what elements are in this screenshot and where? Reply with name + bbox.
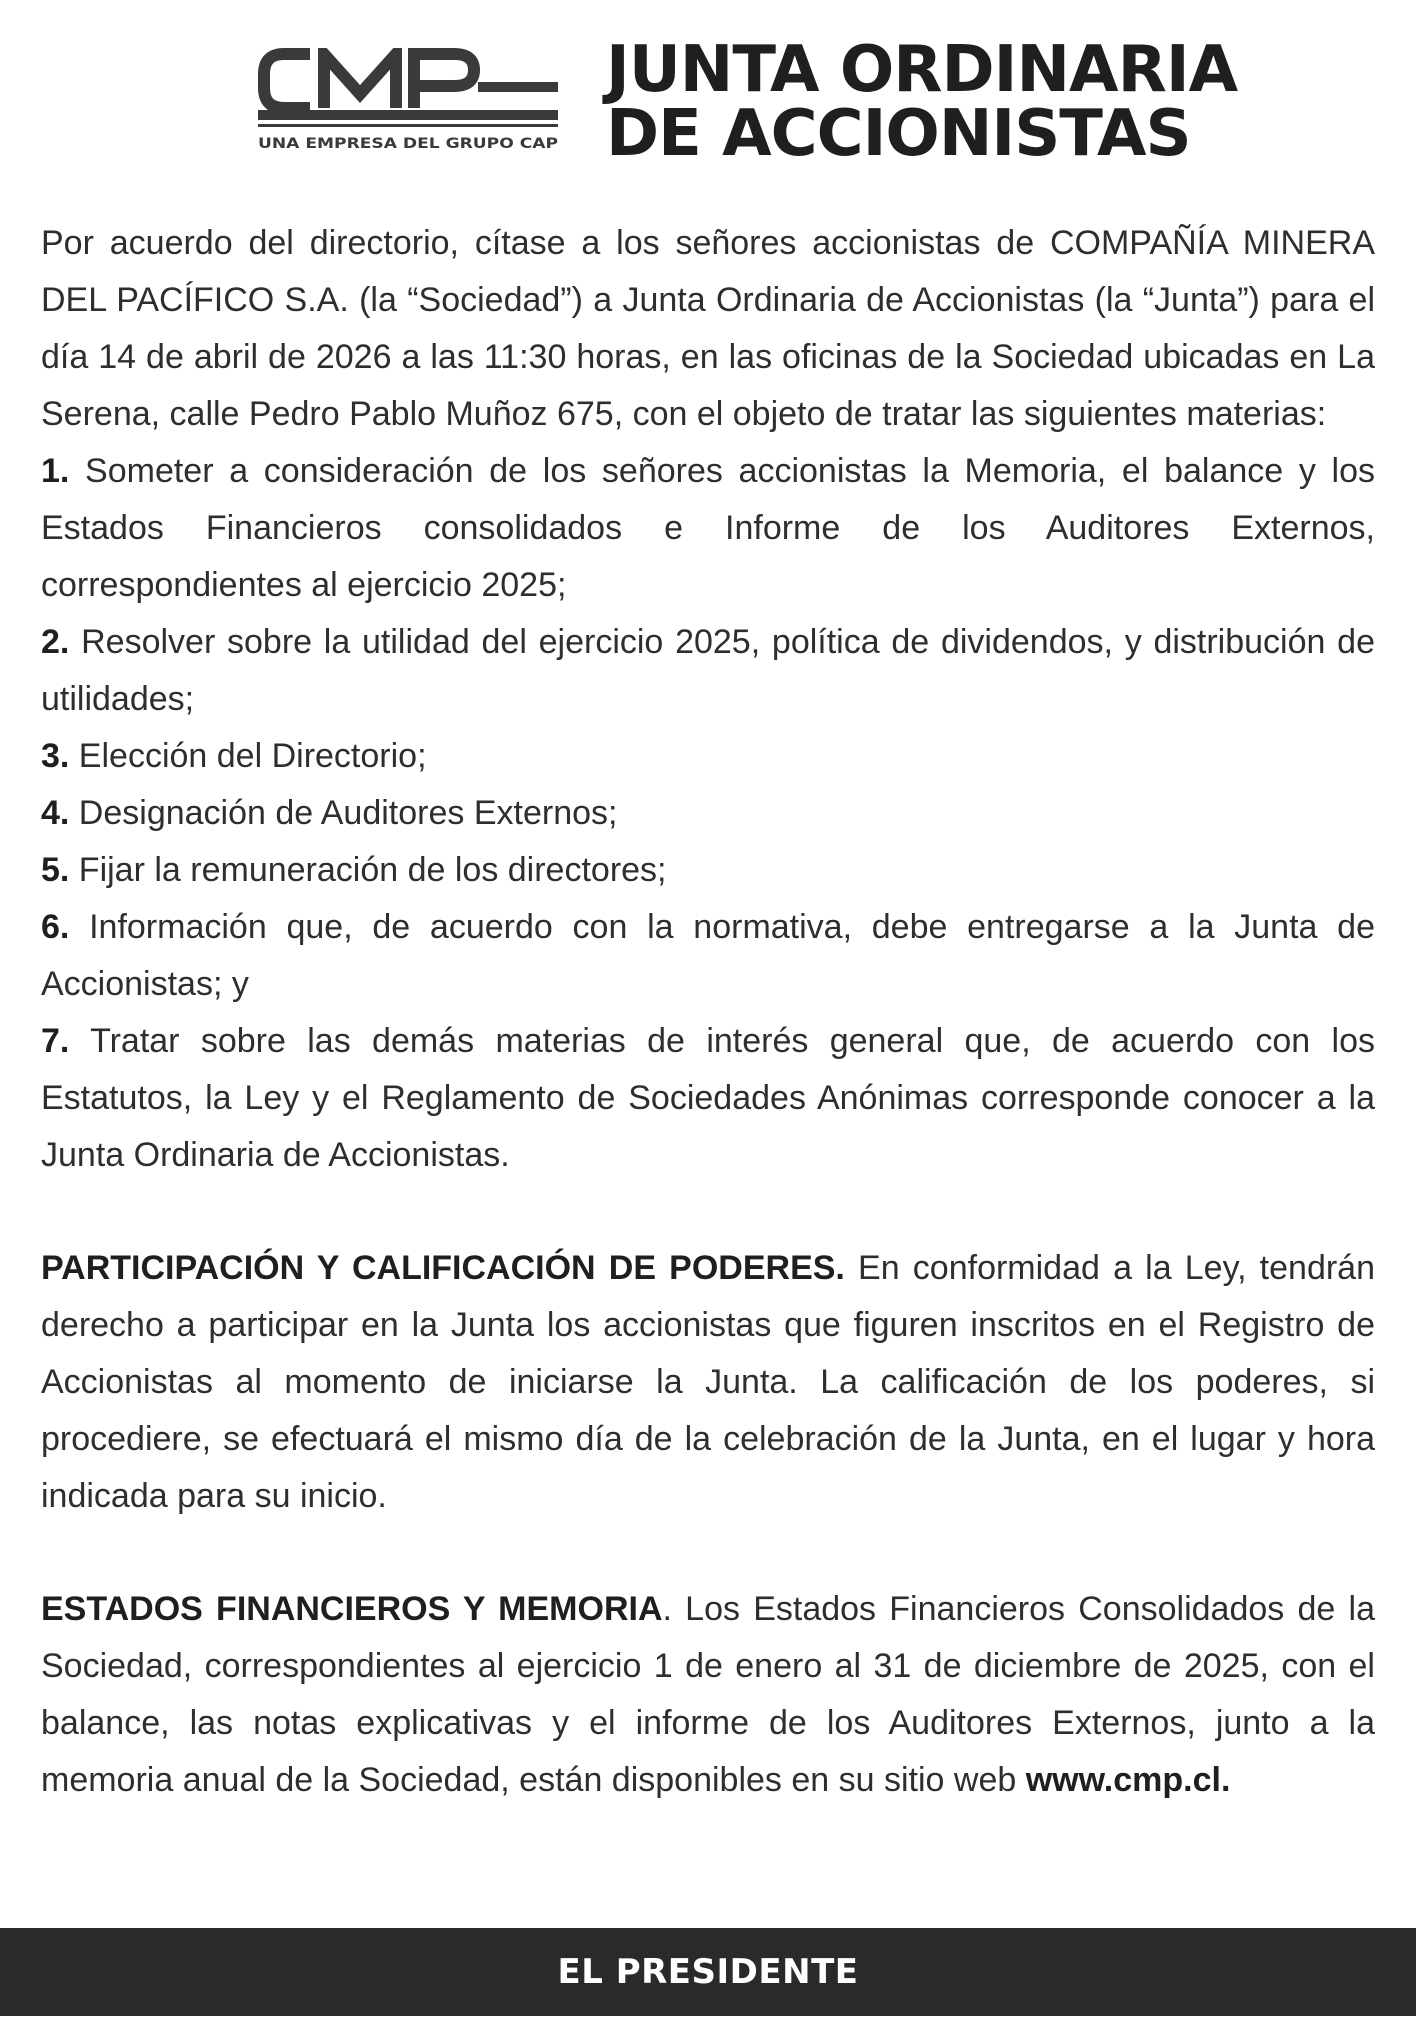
agenda-item-text: Elección del Directorio;: [69, 737, 427, 775]
agenda-item-number: 1.: [41, 452, 70, 490]
page-title: [606, 33, 1238, 171]
website-link[interactable]: www.cmp.cl: [1025, 1761, 1221, 1799]
agenda-item-6: [41, 899, 1375, 1013]
agenda-item-number: 2.: [41, 623, 70, 661]
agenda-item-number: 4.: [41, 794, 70, 832]
agenda-item-number: 7.: [41, 1022, 70, 1060]
logo-tagline: UNA EMPRESA DEL GRUPO CAP: [258, 135, 558, 152]
agenda-item-2: [41, 614, 1375, 728]
agenda-item-1: [41, 443, 1375, 614]
header: [0, 0, 1416, 190]
agenda-item-text: Información que, de acuerdo con la normativa, debe entregarse a la Junta de Accionistas; y: [41, 908, 1375, 1003]
participacion-heading: PARTICIPACIÓN Y CALIFICACIÓN DE PODERES.: [41, 1249, 845, 1287]
participacion-text: En conformidad a la Ley, tendrán derecho a participar en la Junta los accionistas que figuren inscritos en el Registro de Accionistas al momento de iniciarse la Junta. La calificación de los poderes, si procediere, se efectuará el mismo día de la celebración de la Junta, en el lugar y hora indicada para su inicio.: [41, 1249, 1375, 1515]
estados-text: . Los Estados Financieros Consolidados de la Sociedad, correspondientes al ejercicio 1 de enero al 31 de diciembre de 2025, con el balance, las notas explicativas y el informe de los Auditores Externos, junto a la memoria anual de la Sociedad, están disponibles en su sitio web: [41, 1590, 1375, 1799]
agenda-item-4: [41, 785, 1375, 842]
agenda-item-number: 6.: [41, 908, 70, 946]
agenda-item-text: Someter a consideración de los señores accionistas la Memoria, el balance y los Estados Financieros consolidados e Informe de los Auditores Externos, correspondientes al ejercicio 2025;: [41, 452, 1375, 604]
agenda-item-text: Fijar la remuneración de los directores;: [69, 851, 667, 889]
agenda-item-5: [41, 842, 1375, 899]
agenda-item-3: [41, 728, 1375, 785]
cmp-logo-mark: [258, 48, 558, 170]
intro-paragraph: Por acuerdo del directorio, cítase a los señores accionistas de COMPAÑÍA MINERA DEL PACÍFICO S.A. (la “Sociedad”) a Junta Ordinaria de Accionistas (la “Junta”) para el día 14 de abril de 2026 a las 11:30 horas, en las oficinas de la Sociedad ubicadas en La Serena, calle Pedro Pablo Muñoz 675, con el objeto de tratar las siguientes materias:: [41, 224, 1375, 433]
agenda-item-text: Designación de Auditores Externos;: [69, 794, 618, 832]
title-line-2: DE ACCIONISTAS: [606, 97, 1191, 171]
participacion-paragraph: [41, 1240, 1375, 1525]
spacer: [41, 1184, 1375, 1240]
footer-bar: [0, 1928, 1416, 2016]
agenda-item-text: Tratar sobre las demás materias de interés general que, de acuerdo con los Estatutos, la Ley y el Reglamento de Sociedades Anónimas corresponde conocer a la Junta Ordinaria de Accionistas.: [41, 1022, 1375, 1174]
notice-body: [41, 215, 1375, 1809]
agenda-item-text: Resolver sobre la utilidad del ejercicio 2025, política de dividendos, y distribución de utilidades;: [41, 623, 1375, 718]
estados-paragraph: [41, 1581, 1375, 1809]
estados-end: .: [1220, 1761, 1231, 1799]
signature-label: EL PRESIDENTE: [557, 1952, 859, 1992]
title-line-1: JUNTA ORDINARIA: [606, 33, 1238, 107]
cmp-logo: [258, 48, 558, 170]
agenda-item-number: 5.: [41, 851, 70, 889]
spacer: [41, 1525, 1375, 1581]
estados-heading: ESTADOS FINANCIEROS Y MEMORIA: [41, 1590, 663, 1628]
agenda-item-number: 3.: [41, 737, 70, 775]
agenda-item-7: [41, 1013, 1375, 1184]
